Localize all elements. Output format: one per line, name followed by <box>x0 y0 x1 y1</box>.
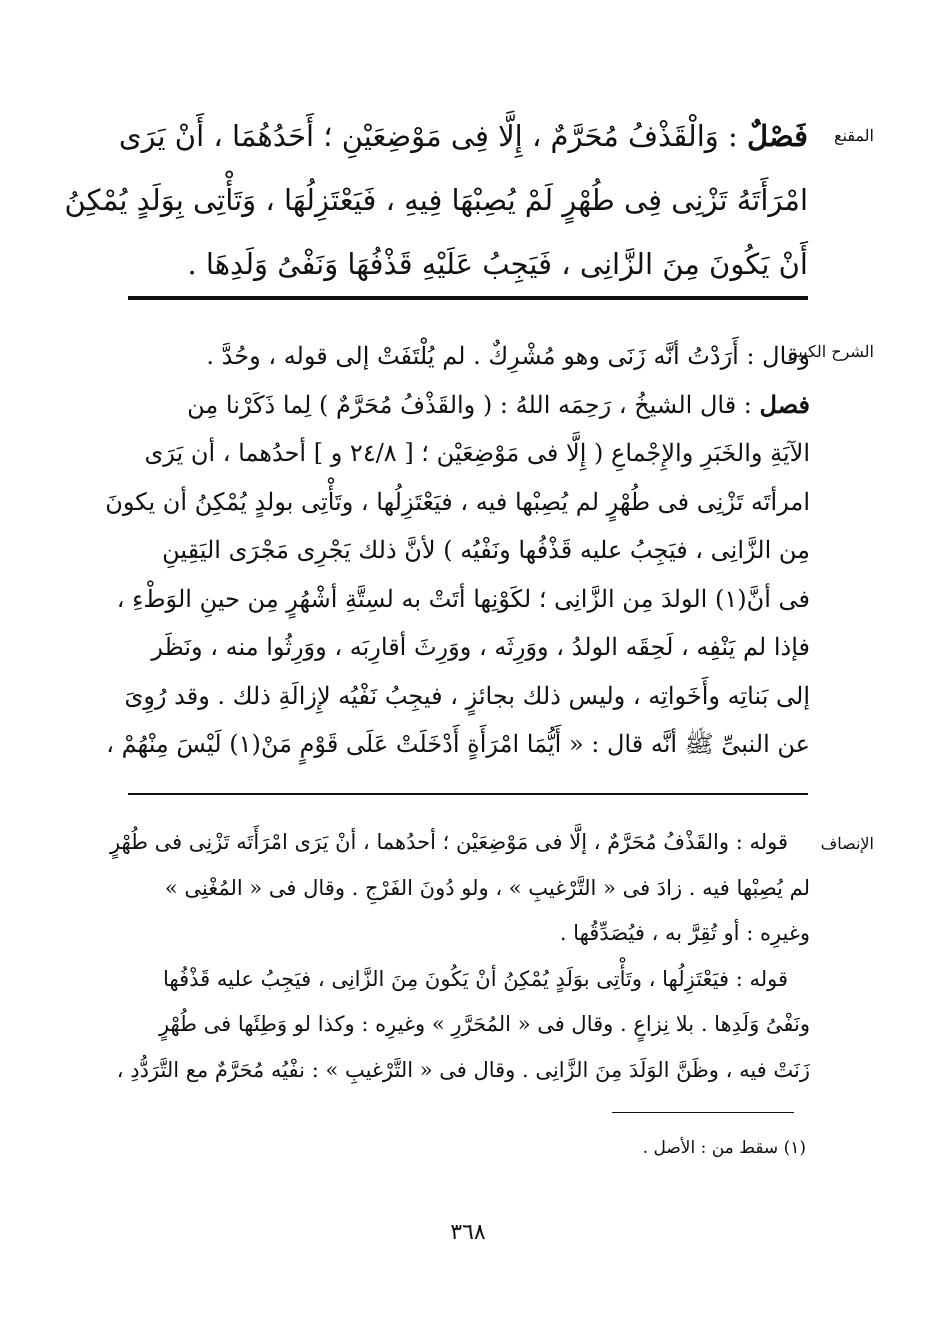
muqni-line: أَنْ يَكُونَ مِنَ الزَّانِى ، فَيَجِبُ عَلَيْهِ قَذْفُهَا وَنَفْىُ وَلَدِهَا . <box>187 247 808 281</box>
section-label-muqni: المقنع <box>833 126 874 145</box>
insaf-text <box>109 820 810 1093</box>
muqni-line <box>118 104 808 168</box>
insaf-line: قوله : فيَعْتَزِلُها ، وتَأْتِى بوَلَدٍ يُمْكِنُ أنْ يَكُونَ مِنَ الزَّانِى ، فيَجِبُ عليه قَذْفُها <box>163 966 788 991</box>
sharh-line: فى أنَّ(١) الولدَ مِن الزَّانِى ؛ لكَوْنِها أتَتْ به لسِتَّةِ أشْهُرٍ مِن حينِ الوَطْءِ ، <box>116 584 810 613</box>
page-number: ٣٦٨ <box>450 1220 486 1245</box>
insaf-line: زَنَتْ فيه ، وظَنَّ الوَلَدَ مِنَ الزَّانِى . وقال فى « التَّرْغيبِ » : نفْيُه مُحَرَّمٌ مع التَّرَدُّدِ ، <box>116 1057 810 1082</box>
footnote: (١) سقط من : الأصل . <box>642 1138 806 1158</box>
sharh-line <box>125 381 810 430</box>
sharh-text <box>105 332 810 769</box>
insaf-line: قوله : والقَذْفُ مُحَرَّمٌ ، إلَّا فى مَوْضِعَيْن ؛ أحدُهما ، أنْ يَرَى امْرَأَتَه تَزْنِى فى طُهْرٍ <box>109 830 788 854</box>
sharh-line-text: : قال الشيخُ ، رَحِمَه اللهُ : ( والقَذْفُ مُحَرَّمٌ ) لِما ذَكَرْنا مِن <box>187 390 752 419</box>
section-divider-thin <box>128 793 808 795</box>
insaf-line: ونَفْىُ وَلَدِها . بلا نِزاعٍ . وقال فى « المُحَرَّرِ » وغيرِه : وكذا لو وَطِئَها فى طُهْرٍ <box>158 1012 810 1036</box>
sharh-line: عن النبىِّ ﷺ أنَّه قال : « أَيُّمَا امْرَأَةٍ أَدْخَلَتْ عَلَى قَوْمٍ مَنْ(١) لَيْسَ مِنْهُمْ ، <box>106 730 810 758</box>
sharh-line: فإذا لم يَنْفِه ، لَحِقَه الولدُ ، ووَرِثَه ، ووَرِثَ أقارِبَه ، ووَرِثُوا منه ، ونَظَر <box>151 633 810 661</box>
muqni-heading: فَصْلٌ <box>747 119 808 153</box>
section-label-insaf: الإنصاف <box>820 834 874 853</box>
sharh-heading: فصل <box>759 389 810 419</box>
footnote-separator <box>612 1112 794 1113</box>
insaf-line: وغيرِه : أو تُقِرَّ به ، فيُصَدِّقُها . <box>559 921 810 945</box>
sharh-line: الآيَةِ والخَبَرِ والإِجْماعِ ( إِلَّا فى مَوْضِعَيْن ؛ [ ٢٤/٨ و ] أحدُهما ، أن يَرَى <box>144 439 810 467</box>
sharh-line: إلى بَناتِه وأَخَواتِه ، وليس ذلك بجائزٍ ، فيجِبُ نَفْيُه لإِزالَةِ ذلك . وقد رُوِىَ <box>124 681 810 710</box>
muqni-line: امْرَأَتَهُ تَزْنِى فِى طُهْرٍ لَمْ يُصِبْهَا فِيهِ ، فَيَعْتَزِلُهَا ، وَتَأْتِى بِوَلَدٍ يُمْكِنُ <box>64 183 808 217</box>
sharh-line: امرأتَه تَزْنِى فى طُهْرٍ لم يُصِبْها فيه ، فيَعْتَزِلُها ، وتَأْتِى بولدٍ يُمْكِنُ أن يكونَ <box>105 487 810 516</box>
insaf-line: لم يُصِبْها فيه . زادَ فى « التَّرْغيبِ » ، ولو دُونَ الفَرْجِ . وقال فى « المُغْنِى » <box>164 875 810 900</box>
section-divider-thick <box>128 296 808 300</box>
muqni-line-text: : وَالْقَذْفُ مُحَرَّمٌ ، إِلَّا فِى مَوْضِعَيْنِ ؛ أَحَدُهُمَا ، أَنْ يَرَى <box>118 119 738 153</box>
sharh-line: وقال : أَرَدْتُ أنَّه زَنَى وهو مُشْرِكٌ . لم يُلْتَفَتْ إلى قوله ، وحُدَّ . <box>206 342 810 370</box>
muqni-text <box>64 104 808 296</box>
sharh-line: مِن الزَّانِى ، فيَجِبُ عليه قَذْفُها ونَفْيُه ) لأنَّ ذلك يَجْرِى مَجْرَى اليَقِينِ <box>162 536 810 564</box>
section-label-sharh: الشرح الكبير <box>789 342 874 361</box>
